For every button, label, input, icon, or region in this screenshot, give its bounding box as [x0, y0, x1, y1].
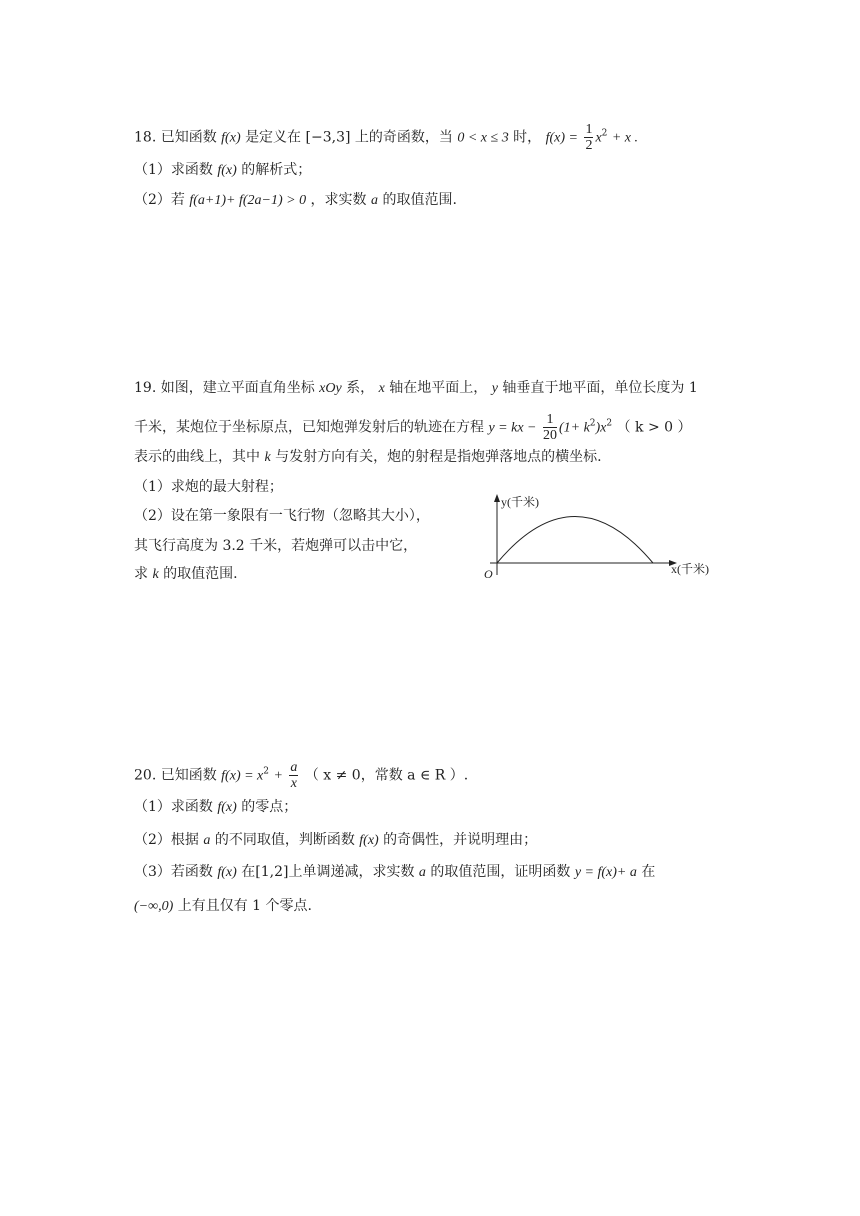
- text: 的取值范围.: [163, 566, 238, 582]
- math: y: [491, 381, 498, 396]
- math: 0 < x ≤ 3: [457, 130, 509, 146]
- math: f(x): [217, 163, 237, 178]
- text: （1）求炮的最大射程；: [134, 479, 283, 495]
- q19-part1: [134, 477, 283, 497]
- denominator: x: [290, 776, 297, 791]
- text: 是定义在: [245, 129, 302, 146]
- math: [−3,3]: [305, 129, 351, 146]
- trajectory-graph: [470, 490, 720, 585]
- q19-stem-line3: [134, 447, 602, 468]
- q20-part2: [134, 830, 537, 851]
- math: +: [273, 768, 283, 784]
- text: 轴垂直于地平面，单位长度为 1: [502, 380, 698, 396]
- text: 在[1,2]上单调递减，求实数: [241, 864, 415, 880]
- text: 20. 已知函数: [134, 767, 217, 784]
- q18-number: 18.: [134, 129, 157, 146]
- math: a: [371, 193, 378, 208]
- text: 的零点；: [241, 799, 298, 815]
- text: （2）根据: [134, 832, 199, 848]
- text: ，求实数: [310, 192, 367, 208]
- math: y = f(x)+ a: [574, 865, 637, 880]
- math: (1+ k: [558, 420, 590, 436]
- math: f(x): [217, 800, 237, 815]
- math: f(x): [359, 833, 379, 848]
- q18-part2: [134, 190, 457, 211]
- text: 19. 如图，建立平面直角坐标: [134, 380, 315, 396]
- math: k: [264, 450, 271, 465]
- fraction: [584, 122, 593, 153]
- math: x: [595, 130, 602, 146]
- text: 与发射方向有关，炮的射程是指炮弹落地点的横坐标.: [275, 449, 602, 465]
- text: （2）若: [134, 192, 185, 208]
- text: 系，: [346, 380, 375, 396]
- q19-stem-line1: [134, 378, 698, 399]
- x-axis-label: x(千米): [671, 562, 709, 576]
- math: )x: [595, 420, 607, 436]
- text: 的奇偶性，并说明理由；: [383, 832, 538, 848]
- math: a: [203, 833, 211, 848]
- math: k: [152, 567, 159, 582]
- text: （2）设在第一象限有一飞行物（忽略其大小），: [134, 508, 430, 524]
- text: 其飞行高度为 3.2 千米，若炮弹可以击中它，: [134, 538, 418, 554]
- text: 时，: [513, 129, 542, 146]
- fraction: [289, 760, 298, 791]
- text: 的不同取值，判断函数: [214, 832, 355, 848]
- math: f(x) = x: [221, 768, 264, 784]
- text: 的取值范围，证明函数: [430, 864, 571, 880]
- text: 轴在地平面上，: [389, 380, 488, 396]
- origin-label: O: [484, 567, 493, 581]
- math: （ x ≠ 0，常数 a ∈ R ）.: [304, 767, 469, 784]
- denominator: 20: [542, 428, 557, 443]
- math: f(x) =: [545, 130, 578, 146]
- exponent: 2: [606, 418, 613, 429]
- exponent: 2: [589, 418, 596, 429]
- q20-part3-line2: [134, 896, 312, 917]
- denominator: 2: [585, 138, 593, 153]
- text: 求: [134, 566, 148, 582]
- math: + x .: [611, 130, 639, 146]
- math: x: [378, 381, 385, 396]
- q19-part2-line1: [134, 506, 430, 526]
- text: 的解析式；: [241, 162, 312, 178]
- exponent: 2: [263, 766, 269, 777]
- numerator: 1: [543, 412, 557, 428]
- text: 表示的曲线上，其中: [134, 449, 260, 465]
- math: （ k > 0 ）: [616, 419, 692, 436]
- math: (−∞,0): [134, 899, 174, 914]
- fraction: [543, 412, 557, 443]
- text: 上的奇函数，当: [354, 129, 453, 146]
- math: a: [418, 865, 426, 880]
- q19-stem-line2: [134, 412, 692, 443]
- q18-stem: [134, 122, 638, 153]
- exponent: 2: [601, 128, 608, 139]
- q20-stem: [134, 760, 468, 791]
- numerator: a: [290, 760, 298, 775]
- math: f(x): [217, 865, 237, 880]
- q20-part1: [134, 797, 297, 818]
- math: y = kx −: [488, 420, 537, 436]
- math: f(a+1)+ f(2a−1) > 0: [189, 193, 307, 208]
- text: 在: [641, 864, 656, 880]
- text: 上有且仅有 1 个零点.: [177, 898, 312, 914]
- text: 已知函数: [160, 129, 217, 146]
- q20-part3-line1: [134, 862, 655, 883]
- text: （3）若函数: [134, 864, 213, 880]
- q19-part2-line2: [134, 536, 417, 556]
- trajectory-curve: [497, 517, 653, 564]
- text: （1）求函数: [134, 162, 213, 178]
- q18-part1: [134, 160, 311, 181]
- q19-part2-line3: [134, 564, 238, 585]
- y-axis-label: y(千米): [501, 495, 539, 509]
- math: xOy: [319, 381, 342, 396]
- text: 的取值范围.: [382, 192, 457, 208]
- y-axis-arrow: [494, 494, 500, 502]
- text: （1）求函数: [134, 799, 213, 815]
- math: f(x): [221, 130, 241, 146]
- numerator: 1: [585, 122, 593, 137]
- text: 千米，某炮位于坐标原点，已知炮弹发射后的轨迹在方程: [134, 419, 484, 436]
